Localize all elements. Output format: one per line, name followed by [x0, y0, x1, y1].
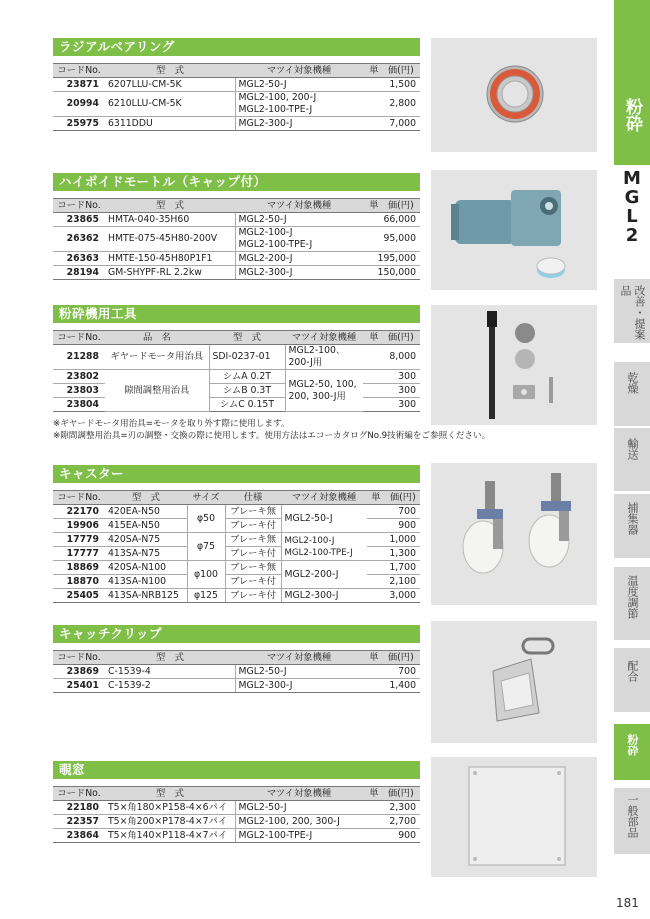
table-row: 23803 シムB 0.3T 300: [53, 384, 420, 398]
model-label: [614, 168, 650, 270]
col-header: マツイ対象機種: [235, 199, 363, 213]
hypoid-motor-table: [53, 198, 420, 280]
side-tab-conveying[interactable]: 輸送: [614, 428, 650, 491]
note-text: ※隙間調整用治具=刃の調整・交換の際に使用します。使用方法はエコーカタログNo.9技術編をご参照ください。: [53, 431, 491, 441]
section-title: キャッチクリップ: [53, 625, 420, 643]
table-row: 21288 ギヤードモータ用治具 SDI-0237-01 MGL2-100、 200-J用 8,000: [53, 345, 420, 370]
radial-bearing-table: [53, 63, 420, 131]
col-header: 単 価(円): [363, 331, 420, 345]
section-radial-bearing: [53, 38, 420, 131]
table-row: 23869 C-1539-4 MGL2-50-J 700: [53, 665, 420, 679]
caster-photo: [431, 463, 597, 605]
col-header: マツイ対象機種: [235, 64, 363, 78]
col-header: 単 価(円): [363, 787, 420, 801]
bearing-photo: [431, 38, 597, 152]
model-name: MGL2: [621, 168, 643, 244]
col-header: コードNo.: [53, 491, 105, 505]
col-header: 型 式: [105, 199, 235, 213]
side-tab-crushing[interactable]: 粉砕: [614, 724, 650, 780]
col-header: 型 式: [105, 787, 235, 801]
col-header: コードNo.: [53, 331, 105, 345]
section-sight-window: [53, 761, 420, 843]
col-header: コードNo.: [53, 787, 105, 801]
col-header: 型 式: [105, 64, 235, 78]
col-header: コードNo.: [53, 64, 105, 78]
section-title: キャスター: [53, 465, 420, 483]
col-header: 単 価(円): [367, 491, 420, 505]
side-tab-collector[interactable]: 捕集器: [614, 494, 650, 558]
section-title: 覗窓: [53, 761, 420, 779]
table-row: 26363 HMTE-150-45H80P1F1 MGL2-200-J 195,000: [53, 252, 420, 266]
col-header: マツイ対象機種: [285, 331, 363, 345]
table-row: 23864 T5×角140×P118-4×7パイ MGL2-100-TPE-J 900: [53, 829, 420, 843]
table-row: 17777 413SA-N75 ブレーキ付 1,300: [53, 547, 420, 561]
crusher-tools-table: [53, 330, 420, 412]
col-header: コードNo.: [53, 651, 105, 665]
col-header: 型 式: [105, 651, 235, 665]
tools-photo: [431, 305, 597, 425]
catch-clip-photo: [431, 621, 597, 743]
side-tab-blending[interactable]: 配合: [614, 648, 650, 712]
side-tab-drying[interactable]: 乾燥: [614, 362, 650, 426]
section-crusher-tools: [53, 305, 491, 442]
caster-table: [53, 490, 420, 603]
catch-clip-table: [53, 650, 420, 693]
section-catch-clip: [53, 625, 420, 693]
table-row: 18870 413SA-N100 ブレーキ付 2,100: [53, 575, 420, 589]
side-tab-main[interactable]: [614, 0, 650, 165]
col-header: マツイ対象機種: [281, 491, 367, 505]
table-row: 18869 420SA-N100 φ100 ブレーキ無 MGL2-200-J 1,700: [53, 561, 420, 575]
table-row: 28194 GM-SHYPF-RL 2.2kw MGL2-300-J 150,000: [53, 266, 420, 280]
col-header: 単 価(円): [363, 64, 420, 78]
table-row: 20994 6210LLU-CM-5K MGL2-100, 200-J MGL2-100-TPE-J 2,800: [53, 92, 420, 117]
col-header: サイズ: [187, 491, 225, 505]
sight-window-photo: [431, 757, 597, 877]
table-row: 25405 413SA-NRB125 φ125 ブレーキ付 MGL2-300-J 3,000: [53, 589, 420, 603]
side-tab-temperature[interactable]: 温度調節: [614, 567, 650, 640]
motor-photo: [431, 170, 597, 290]
side-tab-main-title: 粉砕: [622, 98, 642, 132]
side-tab-general-parts[interactable]: 一般部品: [614, 788, 650, 854]
page-number: 181: [616, 896, 639, 910]
col-header: 単 価(円): [363, 651, 420, 665]
col-header: マツイ対象機種: [235, 787, 363, 801]
col-header: 仕様: [225, 491, 281, 505]
table-row: 17779 420SA-N75 φ75 ブレーキ無 MGL2-100-J MGL2-100-TPE-J 1,000: [53, 533, 420, 547]
table-row: 23804 シムC 0.15T 300: [53, 398, 420, 412]
col-header: 型 式: [209, 331, 285, 345]
table-row: 22170 420EA-N50 φ50 ブレーキ無 MGL2-50-J 700: [53, 505, 420, 519]
side-tab-kaizen[interactable]: 改善・提案品: [614, 279, 650, 343]
section-title: ラジアルベアリング: [53, 38, 420, 56]
col-header: 品 名: [105, 331, 209, 345]
section-caster: [53, 465, 420, 603]
table-row: 25975 6311DDU MGL2-300-J 7,000: [53, 117, 420, 131]
table-row: 23802 隙間調整用治具 シムA 0.2T MGL2-50, 100, 200, 300-J用 300: [53, 370, 420, 384]
table-row: 22180 T5×角180×P158-4×6パイ MGL2-50-J 2,300: [53, 801, 420, 815]
table-row: 26362 HMTE-075-45H80-200V MGL2-100-J MGL2-100-TPE-J 95,000: [53, 227, 420, 252]
note-text: ※ギヤードモータ用治具=モータを取り外す際に使用します。: [53, 419, 290, 429]
table-row: 23871 6207LLU-CM-5K MGL2-50-J 1,500: [53, 78, 420, 92]
col-header: コードNo.: [53, 199, 105, 213]
col-header: 型 式: [105, 491, 187, 505]
section-hypoid-motor: [53, 173, 420, 280]
table-row: 25401 C-1539-2 MGL2-300-J 1,400: [53, 679, 420, 693]
table-row: 23865 HMTA-040-35H60 MGL2-50-J 66,000: [53, 213, 420, 227]
table-row: 22357 T5×角200×P178-4×7パイ MGL2-100, 200, 300-J 2,700: [53, 815, 420, 829]
table-row: 19906 415EA-N50 ブレーキ付 900: [53, 519, 420, 533]
sight-window-table: [53, 786, 420, 843]
section-title: ハイポイドモートル（キャップ付）: [53, 173, 420, 191]
section-title: 粉砕機用工具: [53, 305, 420, 323]
col-header: マツイ対象機種: [235, 651, 363, 665]
col-header: 単 価(円): [363, 199, 420, 213]
